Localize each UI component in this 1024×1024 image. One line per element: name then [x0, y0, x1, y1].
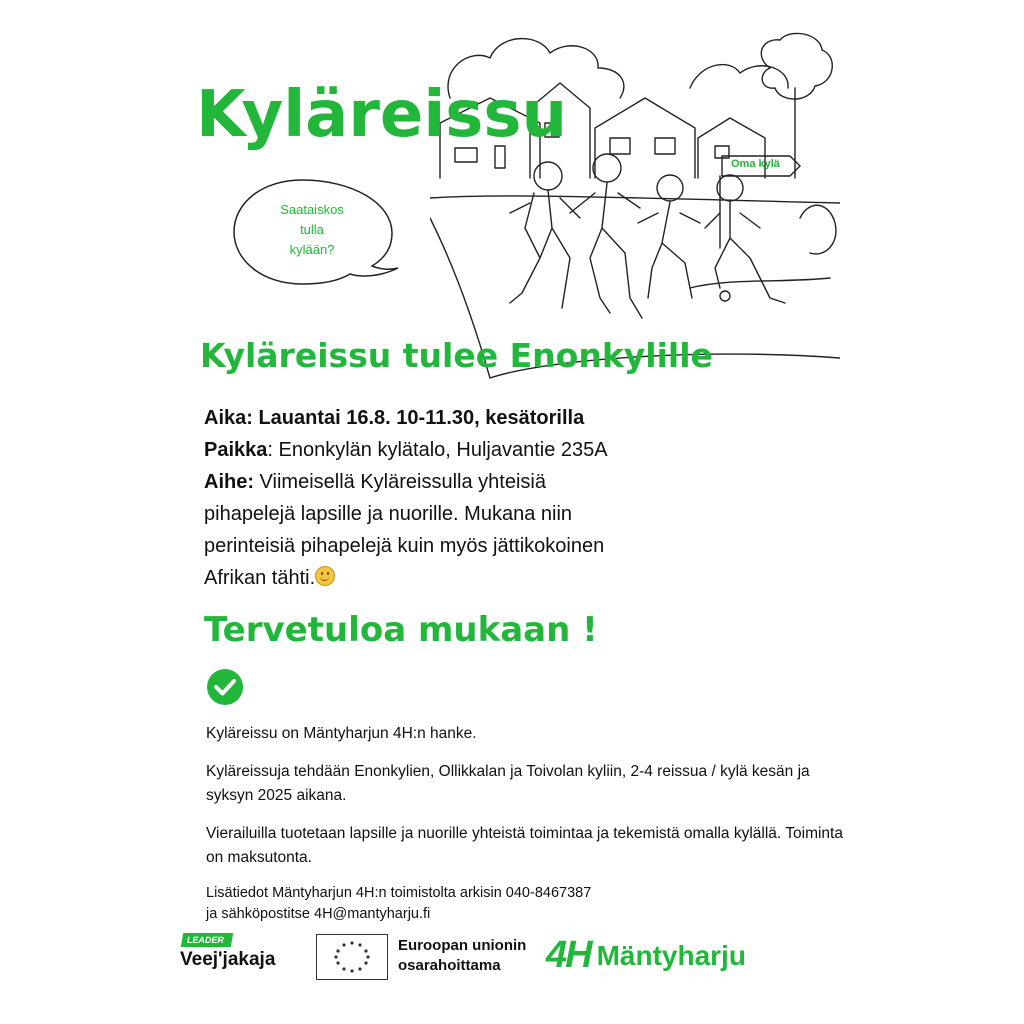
project-info: [206, 722, 846, 884]
4h-name: Mäntyharju: [596, 939, 746, 971]
place-line: [204, 434, 764, 466]
bubble-line: Saataiskos: [280, 202, 344, 217]
leader-name: Veej'jakaja: [180, 949, 276, 970]
info-paragraph: Vierailuilla tuotetaan lapsille ja nuorille yhteistä toimintaa ja tekemistä omalla kylällä. Toiminta on maksutonta.: [206, 825, 843, 866]
event-subtitle: Kyläreissu tulee Enonkylille: [200, 336, 713, 375]
time-label: Aika:: [204, 407, 253, 429]
eu-funding-text: [398, 936, 526, 976]
welcome-heading: Tervetuloa mukaan !: [204, 610, 598, 650]
bubble-line: tulla: [300, 222, 324, 237]
contact-line: Lisätiedot Mäntyharjun 4H:n toimistolta arkisin 040-8467387: [206, 885, 592, 901]
leader-logo: [180, 933, 290, 977]
topic-line: [204, 562, 764, 594]
topic-line: [204, 466, 764, 498]
info-paragraph: Kyläreissu on Mäntyharjun 4H:n hanke.: [206, 725, 477, 742]
mantyharju-4h-logo: [546, 934, 746, 978]
place-value: : Enonkylän kylätalo, Huljavantie 235A: [267, 439, 608, 461]
4h-mark: 4H: [546, 934, 591, 976]
topic-line: perinteisiä pihapelejä kuin myös jättikokoinen: [204, 535, 605, 557]
event-details: [204, 402, 764, 594]
check-circle-icon: [206, 668, 244, 706]
contact-info: [206, 883, 846, 925]
eu-line: Euroopan unionin: [398, 937, 527, 954]
contact-line: ja sähköpostitse 4H@mantyharju.fi: [206, 906, 431, 922]
info-paragraph: Kyläreissuja tehdään Enonkylien, Ollikkalan ja Toivolan kyliin, 2-4 reissua / kylä kesän ja syksyn 2025 aikana.: [206, 763, 810, 804]
smiley-emoji-icon: [315, 566, 335, 586]
topic-text: Viimeisellä Kyläreissulla yhteisiä: [254, 471, 546, 493]
bubble-line: kylään?: [289, 242, 335, 257]
speech-bubble-text: [262, 200, 362, 260]
poster-title: Kyläreissu: [196, 78, 567, 152]
topic-label: Aihe:: [204, 471, 254, 493]
time-line: [204, 402, 764, 434]
leader-tag: LEADER: [181, 933, 233, 947]
topic-line: pihapelejä lapsille ja nuorille. Mukana niin: [204, 503, 573, 525]
eu-flag-icon: [316, 934, 388, 980]
time-value: Lauantai 16.8. 10-11.30, kesätorilla: [252, 407, 585, 429]
eu-line: osarahoittama: [398, 957, 501, 974]
place-label: Paikka: [204, 439, 268, 461]
village-sign-label: Oma kylä: [731, 158, 780, 170]
topic-text: Afrikan tähti.: [204, 567, 316, 589]
